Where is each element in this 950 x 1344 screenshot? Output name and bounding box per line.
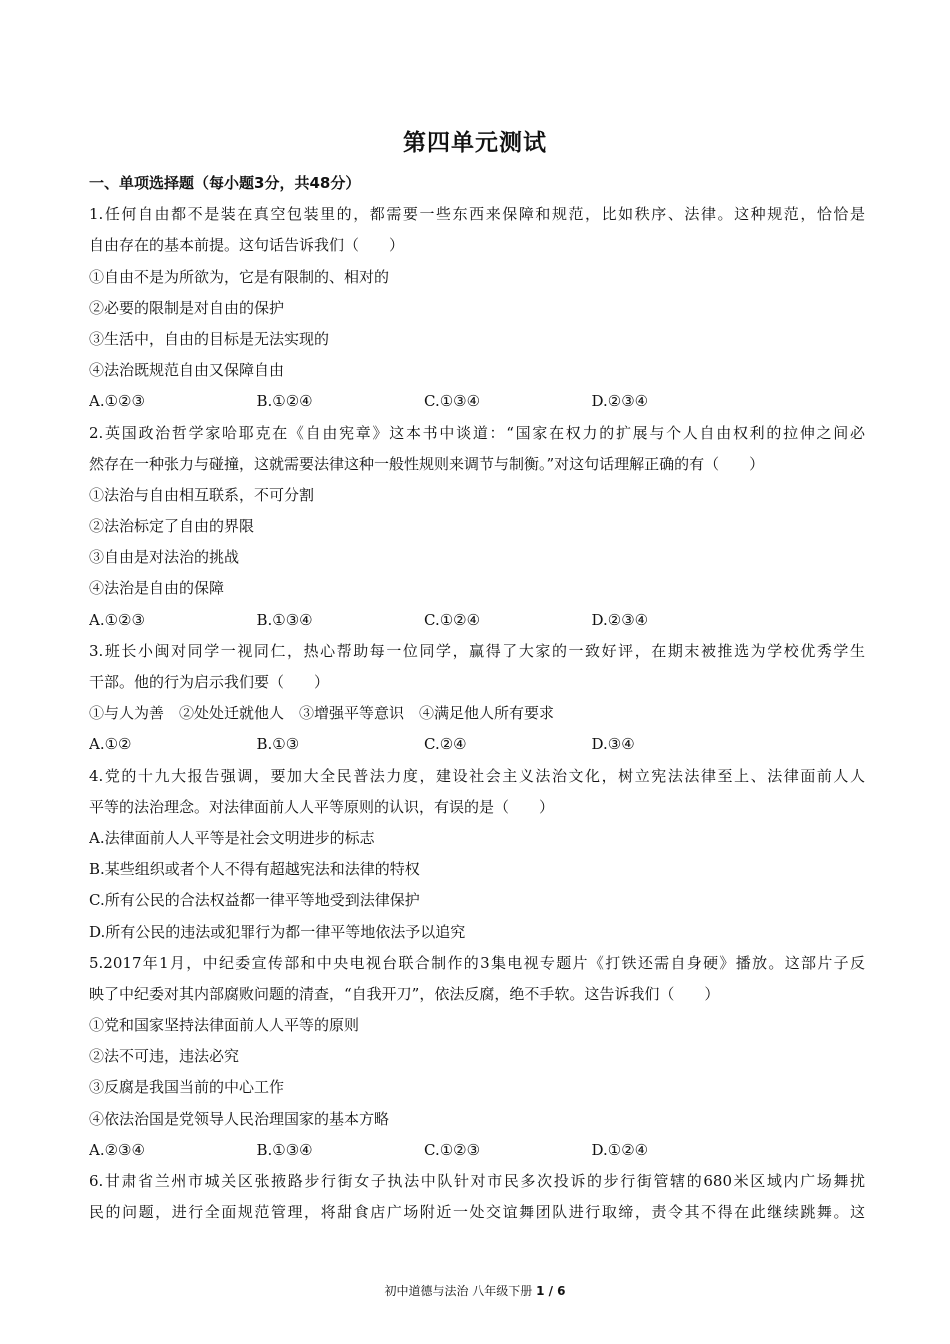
question-3-option-a: A.①②	[89, 735, 132, 754]
page-number: 1 / 6	[536, 1284, 566, 1298]
page-footer	[0, 1282, 950, 1299]
question-5-options	[89, 1135, 865, 1166]
question-4-choice-b: B.某些组织或者个人不得有超越宪法和法律的特权	[89, 860, 420, 879]
question-5-statement-2: ②法不可违，违法必究	[89, 1047, 240, 1066]
question-2-stem-line-1: 2.英国政治哲学家哈耶克在《自由宪章》这本书中谈道：“国家在权力的扩展与个人自由权利的拉伸之间必	[89, 423, 865, 442]
question-2-statement-2: ②法治标定了自由的界限	[89, 517, 255, 536]
question-2-options	[89, 605, 865, 636]
question-1-statement-1: ①自由不是为所欲为，它是有限制的、相对的	[89, 267, 390, 286]
question-5-stem-line-2: 映了中纪委对其内部腐败问题的清查，“自我开刀”，依法反腐，绝不手软。这告诉我们（ ）	[89, 984, 720, 1003]
question-1-options	[89, 386, 865, 417]
question-3-stem-line-2: 干部。他的行为启示我们要（ ）	[89, 673, 330, 691]
question-2-stem-line-2: 然存在一种张力与碰撞，这就需要法律这种一般性规则来调节与制衡。”对这句话理解正确的有（ ）	[89, 454, 765, 473]
question-2-option-c: C.①②④	[424, 610, 481, 629]
question-4-stem-line-2: 平等的法治理念。对法律面前人人平等原则的认识，有误的是（ ）	[89, 797, 555, 816]
question-3-option-b: B.①③	[256, 735, 300, 754]
question-4-stem-line-1: 4.党的十九大报告强调，要加大全民普法力度，建设社会主义法治文化，树立宪法法律至上、法律面前人人	[89, 766, 865, 785]
question-5-option-b: B.①③④	[256, 1140, 313, 1159]
question-4-choice-d: D.所有公民的违法或犯罪行为都一律平等地依法予以追究	[89, 922, 466, 941]
question-2-option-a: A.①②③	[89, 610, 145, 629]
question-5-stem-line-1: 5.2017年1月，中纪委宣传部和中央电视台联合制作的3集电视专题片《打铁还需自身硬》播放。这部片子反	[89, 953, 865, 972]
question-2-statement-3: ③自由是对法治的挑战	[89, 548, 240, 567]
question-4-choice-c: C.所有公民的合法权益都一律平等地受到法律保护	[89, 891, 420, 910]
footer-text: 初中道德与法治 八年级下册	[384, 1284, 537, 1298]
question-1-statement-3: ③生活中，自由的目标是无法实现的	[89, 329, 330, 348]
question-1-option-b: B.①②④	[256, 392, 313, 411]
question-5-option-c: C.①②③	[424, 1140, 481, 1159]
question-2-statement-4: ④法治是自由的保障	[89, 579, 225, 598]
question-3-stem-line-1: 3.班长小闽对同学一视同仁，热心帮助每一位同学，赢得了大家的一致好评，在期末被推选为学校优秀学生	[89, 641, 865, 660]
page-title: 第四单元测试	[403, 130, 547, 156]
question-3-options	[89, 729, 865, 760]
question-5-option-d: D.①②④	[591, 1140, 649, 1159]
question-3-option-c: C.②④	[424, 735, 467, 754]
exam-content	[89, 168, 865, 1228]
question-4-choice-a: A.法律面前人人平等是社会文明进步的标志	[89, 828, 375, 847]
question-1-option-c: C.①③④	[424, 392, 481, 411]
question-2-option-b: B.①③④	[256, 610, 313, 629]
question-1-option-d: D.②③④	[591, 392, 649, 411]
question-5-statement-3: ③反腐是我国当前的中心工作	[89, 1078, 285, 1097]
question-1-stem-line-2: 自由存在的基本前提。这句话告诉我们（ ）	[89, 236, 405, 255]
question-1-stem-line-1: 1.任何自由都不是装在真空包装里的，都需要一些东西来保障和规范，比如秩序、法律。这种规范，恰恰是	[89, 205, 865, 224]
question-5-statement-4: ④依法治国是党领导人民治理国家的基本方略	[89, 1109, 390, 1128]
question-5-statement-1: ①党和国家坚持法律面前人人平等的原则	[89, 1016, 360, 1035]
question-5-option-a: A.②③④	[89, 1140, 145, 1159]
question-1-statement-2: ②必要的限制是对自由的保护	[89, 298, 285, 317]
question-6-stem-line-2: 民的问题，进行全面规范管理，将甜食店广场附近一处交谊舞团队进行取缔，责令其不得在此继续跳舞。这	[89, 1203, 865, 1222]
question-3-option-d: D.③④	[591, 735, 635, 754]
section-heading: 一、单项选择题（每小题3分，共48分）	[89, 174, 361, 192]
question-6-stem-line-1: 6.甘肃省兰州市城关区张掖路步行街女子执法中队针对市民多次投诉的步行街管辖的680米区域内广场舞扰	[89, 1172, 865, 1190]
question-2-option-d: D.②③④	[591, 610, 649, 629]
question-1-statement-4: ④法治既规范自由又保障自由	[89, 361, 285, 380]
question-2-statement-1: ①法治与自由相互联系，不可分割	[89, 485, 315, 504]
question-1-option-a: A.①②③	[89, 392, 145, 411]
question-3-statements: ①与人为善 ②处处迁就他人 ③增强平等意识 ④满足他人所有要求	[89, 704, 555, 723]
